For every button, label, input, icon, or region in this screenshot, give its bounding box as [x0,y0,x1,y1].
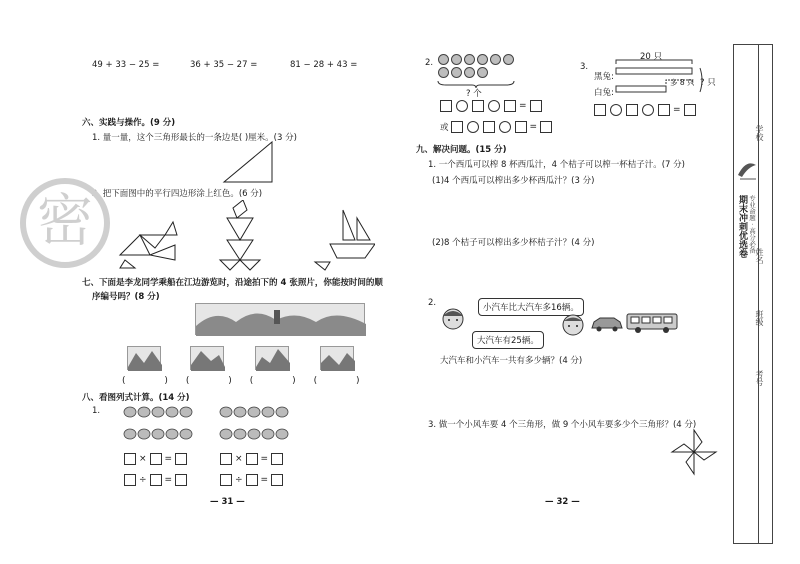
fruit-icon [451,67,462,78]
answer-box[interactable] [530,100,542,112]
fruit-icon [438,54,449,65]
r-q2-eq1 [440,100,542,112]
answer-box[interactable] [440,100,452,112]
sidebar-label-school: 学校 [755,125,764,141]
answer-box[interactable] [246,453,258,465]
op-equals: = [519,101,527,111]
op-equals: = [260,454,269,464]
answer-box[interactable] [684,104,696,116]
sec9-q3: 3. 做一个小风车要 4 个三角形，做 9 个小风车要多少个三角形？(4 分) [428,420,697,430]
answer-box[interactable] [515,121,527,133]
sidebar-label-name: 姓名 [755,248,764,264]
op-times: × [139,454,147,464]
fruit-icon [464,67,475,78]
r-q2-label: 2. [425,58,434,68]
q3-white: 白兔: [594,88,614,98]
answer-box[interactable] [504,100,516,112]
fruit-icon [490,54,501,65]
op-equals: = [164,454,173,464]
answer-box[interactable] [271,474,283,486]
order-parens-text: ( )( )( )( ) [122,376,378,386]
watermark-seal [20,178,110,268]
answer-box[interactable] [150,453,162,465]
sec9-q1: 1. 一个西瓜可以榨 8 杯西瓜汁，4 个桔子可以榨一杯桔子汁。(7 分) [428,160,685,170]
r-q3-eq [594,104,696,116]
answer-box[interactable] [150,474,162,486]
river-photo-main [195,303,365,335]
sec9-title: 九、解决问题。(15 分) [416,145,507,155]
or-label: 或 [440,123,449,133]
watermark-text: 密 [37,189,93,254]
peach-group-left [122,404,202,446]
triangle-figure [222,140,274,184]
tangram-person [220,200,260,270]
sec9-q1b: (2)8 个桔子可以榨出多少杯桔子汁？(4 分) [432,238,595,248]
answer-box[interactable] [220,453,232,465]
answer-box[interactable] [220,474,232,486]
bubble-1-text: 小汽车比大汽车多16辆。 [483,303,579,313]
sec6-title: 六、实践与操作。(9 分) [82,118,176,128]
answer-box[interactable] [271,453,283,465]
apple-row-bottom [438,67,490,81]
sec9-q2-text: 大汽车和小汽车一共有多少辆？(4 分) [440,356,583,366]
sidebar-label-id: 考号 [755,370,764,386]
answer-box[interactable] [451,121,463,133]
answer-box[interactable] [658,104,670,116]
sec6-q1: 1. 量一量，这个三角形最长的一条边是( )厘米。(3 分) [92,133,297,143]
girl-figure [440,306,466,336]
answer-box[interactable] [594,104,606,116]
tangram-boat [315,210,375,270]
sec9-q2: 2. [428,298,437,308]
photo-2 [190,346,224,370]
exam-sidebar [733,44,773,544]
op-circle[interactable] [467,121,479,133]
op-equals: = [164,475,173,485]
apple-row-top [438,54,516,68]
q3-total: 20 只 [640,52,663,62]
calc-2-wrap [190,60,257,70]
answer-row-1 [124,453,187,465]
op-times: × [235,454,243,464]
r-q3-label: 3. [580,62,589,72]
peach-group-right [218,404,298,446]
answer-box[interactable] [246,474,258,486]
sidebar-side-text: 专业命题 · 高分必备 [748,195,756,254]
brace-label: ? 个 [466,89,482,99]
fruit-icon [477,67,488,78]
op-divide: ÷ [235,475,243,485]
photo-3 [255,346,289,370]
calc-3-wrap [290,60,357,70]
calc-2: 36 + 35 − 27 = [190,60,258,70]
op-divide: ÷ [139,475,147,485]
answer-row-4 [220,474,283,486]
op-equals: = [260,475,269,485]
speech-bubble-2 [472,331,544,349]
page-number-right: — 32 — [545,497,580,507]
tangram-figures [115,200,375,272]
sidebar-brand: 期末冲刺优选卷 [737,195,747,258]
answer-box[interactable] [124,474,136,486]
answer-box[interactable] [483,121,495,133]
photo-4 [320,346,354,370]
op-circle[interactable] [456,100,468,112]
answer-box[interactable] [472,100,484,112]
q3-black: 黑兔: [594,72,614,82]
boy-figure [560,312,586,340]
answer-box[interactable] [175,474,187,486]
answer-box[interactable] [626,104,638,116]
op-circle[interactable] [488,100,500,112]
bubble-2-text: 大汽车有25辆。 [477,336,539,346]
sidebar-strip [758,45,772,543]
fruit-icon [503,54,514,65]
answer-row-3 [124,474,187,486]
r-q2-eq2 [440,121,552,133]
sidebar-logo-icon [736,155,758,185]
calc-1: 49 + 33 − 25 = [92,60,160,70]
fruit-icon [464,54,475,65]
sidebar-label-class: 班级 [755,310,764,326]
pinwheel-icon [670,428,718,478]
order-parens [122,376,378,386]
sec7-title: 七、下面是李龙同学乘船在江边游览时，沿途拍下的 4 张照片，你能按时间的顺 [82,278,383,288]
q3-question: ? 只 [700,78,716,88]
sec9-q1a: (1)4 个西瓜可以榨出多少杯西瓜汁？(3 分) [432,176,595,186]
answer-box[interactable] [540,121,552,133]
op-equals: = [529,122,538,132]
tangram-horse [120,222,177,268]
op-circle[interactable] [499,121,511,133]
calc-3: 81 − 28 + 43 = [290,60,358,70]
page-number-left: — 31 — [210,497,245,507]
op-circle[interactable] [642,104,654,116]
sec7-title-2: 序编号吗？(8 分) [92,292,160,302]
op-equals: = [673,105,681,115]
photo-1 [127,346,161,370]
calc-row [92,60,159,70]
bus-icon [626,312,680,334]
q3-diff: 多 8 只 [670,78,695,87]
answer-box[interactable] [175,453,187,465]
fruit-icon [438,67,449,78]
fruit-icon [477,54,488,65]
fruit-icon [451,54,462,65]
answer-box[interactable] [124,453,136,465]
answer-row-2 [220,453,283,465]
sec8-title: 八、看图列式计算。(14 分) [82,393,190,403]
rabbit-line-diagram [614,58,714,98]
op-circle[interactable] [610,104,622,116]
sec6-q2: 2. 把下面图中的平行四边形涂上红色。(6 分) [92,189,263,199]
sec8-q1: 1. [92,406,101,416]
car-icon [590,316,624,332]
